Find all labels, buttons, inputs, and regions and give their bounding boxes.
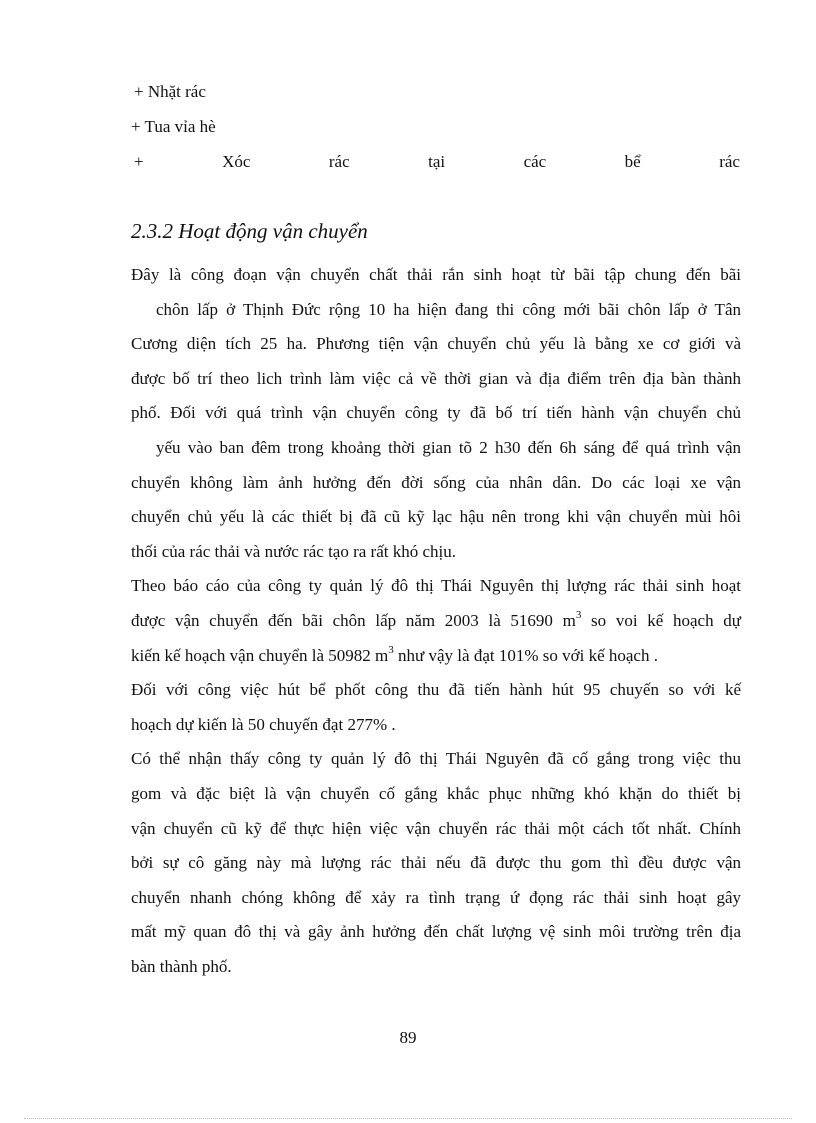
text-line: Đối với công việc hút bể phốt công thu đã tiến hành hút 95 chuyến so với kế xyxy=(131,680,741,700)
text-line: Có thể nhận thấy công ty quản lý đô thị Thái Nguyên đã cố gắng trong việc thu xyxy=(131,749,741,769)
bullet-word: tại xyxy=(428,152,446,171)
bullet-tua-via-he: + Tua vỉa hè xyxy=(131,117,216,136)
paragraph-4 xyxy=(131,742,741,984)
text-line: Đây là công đoạn vận chuyển chất thải rắn sinh hoạt từ bãi tập chung đến bãi xyxy=(131,265,741,284)
paragraph-1 xyxy=(131,258,741,569)
text-run: so voi kế hoạch dự xyxy=(581,610,741,630)
superscript: 3 xyxy=(575,609,582,622)
bullet-xoc-rac xyxy=(134,152,740,172)
text-line: chôn lấp ở Thịnh Đức rộng 10 ha hiện đang thi công mới bãi chôn lấp ở Tân xyxy=(156,299,741,319)
bullet-nhat-rac: + Nhặt rác xyxy=(134,82,206,101)
paragraph-2 xyxy=(131,569,741,673)
bullet-word: rác xyxy=(719,152,740,171)
bullet-word: bể xyxy=(624,152,641,171)
text-line: bởi sự cô găng này mà lượng rác thải nếu đã được thu gom thì đều được vận xyxy=(131,853,741,873)
text-line: được bố trí theo lich trình làm việc cả về thời gian và địa điểm trên địa bàn thành xyxy=(131,368,741,388)
text-line: yếu vào ban đêm trong khoảng thời gian tõ 2 h30 đến 6h sáng để quá trình vận xyxy=(156,437,741,457)
footer-divider xyxy=(24,1118,792,1119)
text-line: vận chuyển cũ kỹ để thực hiện việc vận chuyển rác thải một cách tốt nhất. Chính xyxy=(131,818,741,838)
bullet-word: Xóc xyxy=(222,152,251,171)
text-line xyxy=(131,639,741,674)
bullet-word: rác xyxy=(328,152,350,171)
text-line: thối của rác thải và nước rác tạo ra rất khó chịu. xyxy=(131,541,457,561)
text-line: hoạch dự kiến là 50 chuyến đạt 277% . xyxy=(131,714,396,734)
body-text xyxy=(131,258,741,984)
text-line: chuyển chủ yếu là các thiết bị đã cũ kỹ lạc hậu nên trong khi vận chuyển mùi hôi xyxy=(131,507,741,527)
text-line: chuyển không làm ảnh hưởng đến đời sống của nhân dân. Do các loại xe vận xyxy=(131,472,741,492)
text-run: như vậy là đạt 101% so với kế hoạch . xyxy=(393,645,658,665)
text-line: chuyển nhanh chóng không để xảy ra tình trạng ứ đọng rác thải sinh hoạt gây xyxy=(131,887,741,907)
text-run: được vận chuyển đến bãi chôn lấp năm 2003 là 51690 m xyxy=(131,610,576,630)
superscript: 3 xyxy=(388,643,394,656)
bullet-word: các xyxy=(523,152,547,171)
section-heading: 2.3.2 Hoạt động vận chuyển xyxy=(131,219,368,243)
text-line: Theo báo cáo của công ty quản lý đô thị Thái Nguyên thị lượng rác thải sinh hoạt xyxy=(131,576,741,596)
page-number: 89 xyxy=(399,1028,417,1047)
bullet-word: + xyxy=(134,152,144,171)
text-line: gom và đặc biệt là vận chuyển cố gắng khắc phục những khó khặn do thiết bị xyxy=(131,783,741,803)
text-line: phố. Đối với quá trình vận chuyển công ty đã bố trí tiến hành vận chuyển chủ xyxy=(131,403,741,423)
text-run: kiến kế hoạch vận chuyển là 50982 m xyxy=(131,645,389,665)
text-line: Cương diện tích 25 ha. Phương tiện vận chuyển chủ yếu là bằng xe cơ giới và xyxy=(131,334,741,354)
text-line xyxy=(131,604,741,639)
text-line: bàn thành phố. xyxy=(131,956,232,976)
paragraph-3 xyxy=(131,673,741,742)
text-line: mất mỹ quan đô thị và gây ảnh hưởng đến chất lượng vệ sinh môi trường trên địa xyxy=(131,922,741,942)
